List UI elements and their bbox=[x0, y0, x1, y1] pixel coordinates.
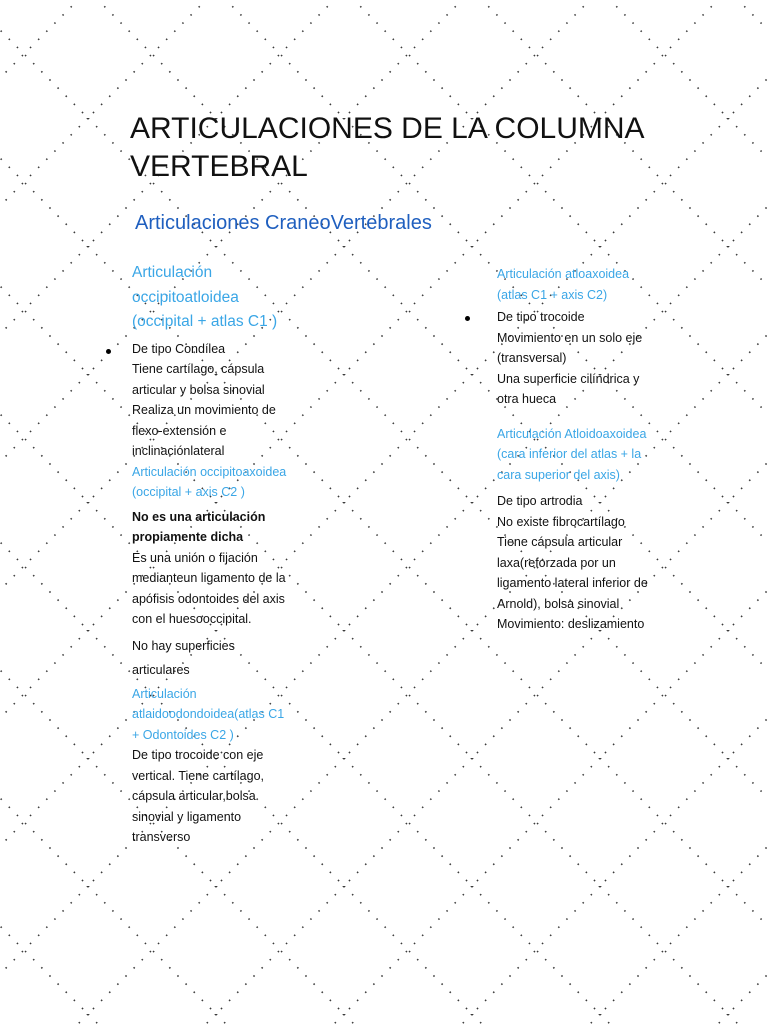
right-p2-line-2: No existe fibrocartílago bbox=[497, 514, 625, 529]
left-column bbox=[132, 261, 292, 848]
right-p1-line-3: Una superficie cilíndrica y otra hueca bbox=[497, 371, 640, 406]
right-p1-line-2: Movimiento en un solo eje (transversal) bbox=[497, 330, 643, 365]
left-p1-line-3: Realiza un movimiento de flexo-extensión e inclinaciónlateral bbox=[132, 403, 276, 458]
left-bold-statement: No es una articulación propiamente dicha bbox=[132, 509, 266, 544]
left-p3-line-1: De tipo trocoide con eje vertical. Tiene cartílago, cápsula articular,bolsa sinovial y ligamento transverso bbox=[132, 748, 265, 844]
left-p2-line-2: No hay superficies articulares bbox=[132, 638, 235, 677]
left-heading-2: Articulación occipitoaxoidea (occipital + axis C2 ) bbox=[132, 464, 287, 499]
page-title: ARTICULACIONES DE LA COLUMNA VERTEBRAL bbox=[130, 112, 643, 183]
left-p2-line-1: Es una unión o fijación medianteun ligamento de la apófisis odontoides del axis con el huesooccipital. bbox=[132, 550, 286, 626]
right-p2-line-4: Movimiento: deslizamiento bbox=[497, 617, 645, 631]
bullet-left bbox=[106, 349, 111, 354]
left-heading-3: Articulación atlaidoodondoidea(atlas C1 + Odontoides C2 ) bbox=[132, 686, 285, 742]
left-heading-1: Articulación occipitoatloidea (occipital + atlas C1 ) bbox=[132, 264, 278, 330]
left-p1-line-2: Tiene cartílago, cápsula articular y bolsa sinovial bbox=[132, 362, 265, 397]
section-subtitle: Articulaciones CraneoVertebrales bbox=[135, 212, 432, 234]
bullet-right bbox=[465, 316, 470, 321]
right-p1-line-1: De tipo trocoide bbox=[497, 310, 585, 324]
right-column bbox=[497, 264, 657, 635]
right-heading-2: Articulación Atloidoaxoidea (cara inferior del atlas + la cara superior del axis) bbox=[497, 426, 647, 482]
right-p2-line-3: Tiene cápsula articular laxa(reforzada por un ligamento lateral inferior de Arnold), bolsa sinovial bbox=[497, 535, 648, 611]
right-heading-1: Articulación atloaxoidea (atlas C1 + axis C2) bbox=[497, 267, 630, 302]
left-p1-line-1: De tipo Condílea bbox=[132, 341, 226, 356]
right-p2-line-1: De tipo artrodia bbox=[497, 494, 583, 508]
